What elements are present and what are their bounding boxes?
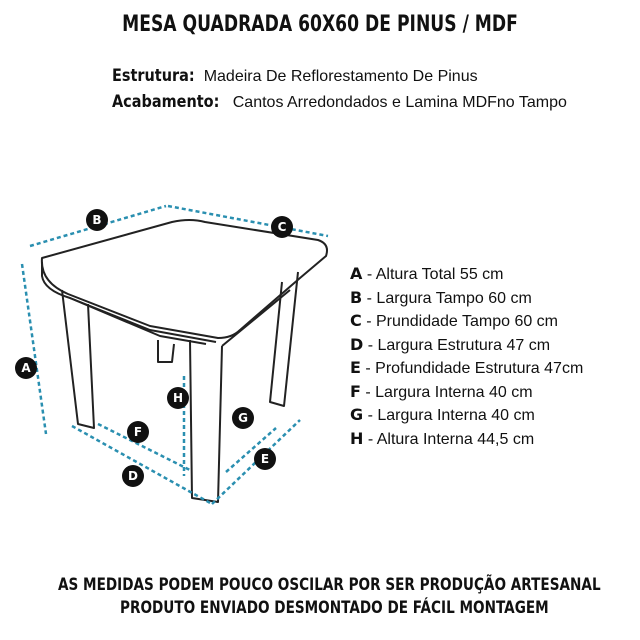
svg-text:E: E [260, 452, 270, 466]
badge-a-icon [15, 357, 37, 379]
dimension-row: B - Largura Tampo 60 cm [350, 287, 532, 307]
spec-value: Cantos Arredondados e Lamina MDFno Tampo [232, 94, 567, 111]
spec-value: Madeira De Reflorestamento De Pinus [203, 68, 478, 85]
dimension-row: F - Largura Interna 40 cm [350, 381, 533, 401]
page-title: MESA QUADRADA 60X60 DE PINUS / MDF [122, 12, 518, 37]
svg-text:D: D [128, 469, 138, 483]
badge-c-icon [271, 216, 293, 238]
dimension-row: D - Largura Estrutura 47 cm [350, 334, 551, 354]
svg-text:B: B [92, 213, 102, 227]
dimension-row: C - Prundidade Tampo 60 cm [350, 311, 559, 330]
svg-text:C: C [277, 220, 287, 234]
spec-label: Estrutura: [112, 66, 195, 86]
badge-d-icon [122, 465, 144, 487]
dimension-row: E - Profundidade Estrutura 47cm [350, 358, 584, 377]
badge-g-icon [232, 407, 254, 429]
svg-text:A: A [21, 361, 31, 375]
badge-e-icon [254, 448, 276, 470]
svg-text:G: G [238, 411, 248, 425]
spec-label: Acabamento: [112, 92, 220, 112]
dimension-list [350, 264, 583, 452]
dimension-row: G - Largura Interna 40 cm [350, 405, 535, 424]
table-outline [42, 220, 327, 502]
badge-h-icon [167, 387, 189, 409]
dimension-row: A - Altura Total 55 cm [350, 264, 504, 283]
dim-line-a [22, 264, 46, 434]
badge-f-icon [127, 421, 149, 443]
footer-note-montagem: PRODUTO ENVIADO DESMONTADO DE FÁCIL MONTAGEM [120, 598, 549, 618]
svg-text:F: F [133, 425, 143, 439]
footer-note-artesanal: AS MEDIDAS PODEM POUCO OSCILAR POR SER PRODUÇÃO ARTESANAL [58, 575, 601, 595]
badge-b-icon [86, 209, 108, 231]
svg-text:H: H [172, 391, 184, 405]
dimension-row: H - Altura Interna 44,5 cm [350, 428, 535, 448]
